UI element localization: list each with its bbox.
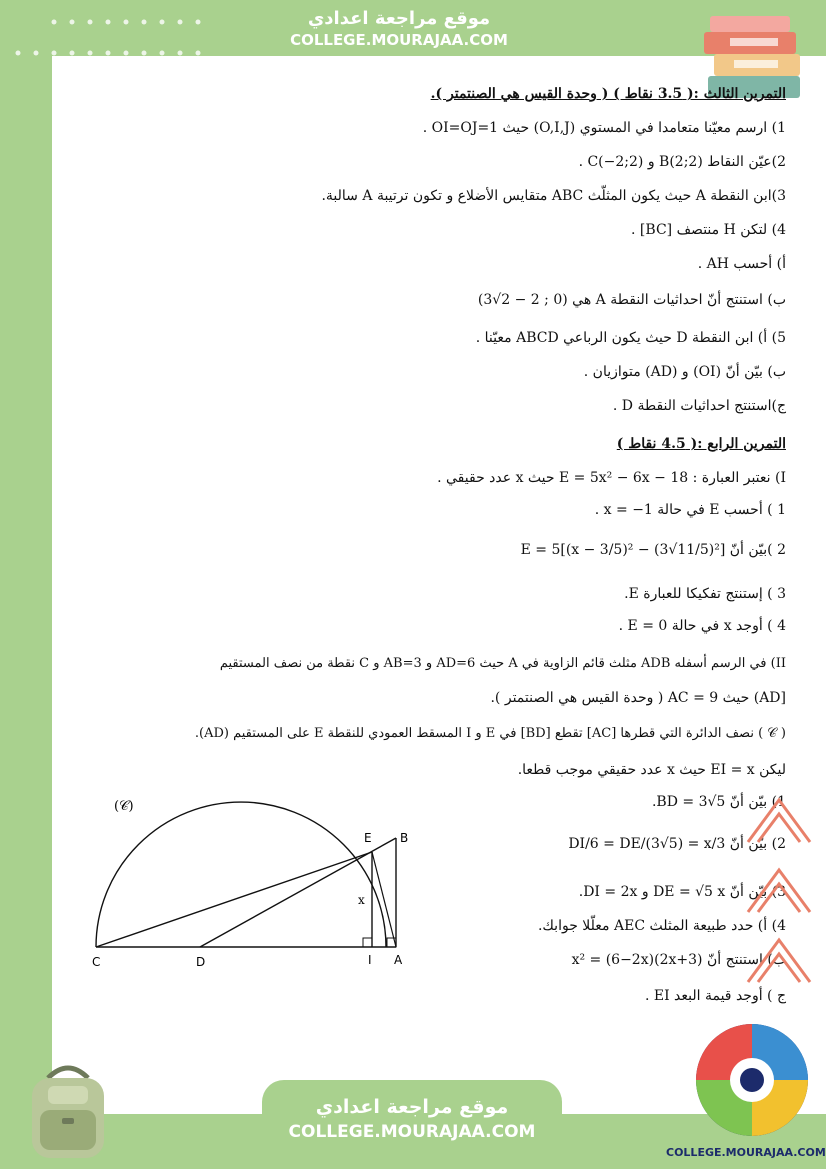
exercise3-title: التمرين الثالث :( 3.5 نقاط ) ( وحدة القيس هي الصنتمتر ). (430, 86, 786, 102)
geometry-figure (86, 792, 426, 972)
exercise3-line: 4) لتكن H منتصف [BC] . (631, 222, 786, 238)
exercise3-line: أ) أحسب AH . (697, 256, 786, 272)
exercise4-part1-line: 3 ) إستنتج تفكيكا للعبارة E. (624, 586, 786, 602)
exercise4-part2-line: II) في الرسم أسفله ADB مثلث قائم الزاوية في A حيث AD=6 و AB=3 و C نقطة من نصف المستقيم (219, 656, 786, 671)
point-label: A (394, 953, 403, 967)
exercise4-part1-line: I) نعتبر العبارة : E = 5x² − 6x − 18 حيث x عدد حقيقي . (437, 470, 786, 486)
logo-text: COLLEGE.MOURAJAA.COM (666, 1146, 826, 1159)
banner-url[interactable]: COLLEGE.MOURAJAA.COM (290, 31, 508, 49)
point-label: D (196, 955, 206, 969)
exercise4-part2-line: 4) أ) حدد طبيعة المثلث AEC معلّلا جوابك. (537, 918, 786, 934)
exercise4-part1-line: 4 ) أوجد x في حالة E = 0 . (618, 618, 786, 634)
exercise4-part2-line: ( 𝒞 ) نصف الدائرة التي قطرها [AC] تقطع [BD] في E و I المسقط العمودي للنقطة E على المستقيم (AD). (194, 726, 786, 741)
banner-arabic-title: موقع مراجعة اعدادي (315, 1096, 509, 1118)
right-angle-mark (363, 938, 372, 947)
exercise4-title: التمرين الرابع :( 4.5 نقاط ) (616, 436, 786, 452)
site-logo-icon (692, 1020, 812, 1140)
exercise4-part2-line: 1) بيّن أنّ BD = 3√5. (651, 794, 786, 810)
circle-label: (𝒞) (114, 799, 134, 814)
exercise3-line: 2)عيّن النقاط B(2;2) و C(−2;2) . (578, 154, 786, 170)
chevron-decoration-icon (744, 862, 814, 918)
segment-label: x (358, 893, 365, 907)
exercise3-line: 1) ارسم معيّنا متعامدا في المستوي (O,I,J) حيث OI=OJ=1 . (422, 120, 786, 136)
point-label: C (92, 955, 101, 969)
point-label: B (400, 831, 409, 845)
chevron-decoration-icon (744, 792, 814, 848)
exercise3-line: 5) أ) ابن النقطة D حيث يكون الرباعي ABCD معيّنا . (475, 330, 786, 346)
backpack-icon (18, 1058, 118, 1163)
banner-url[interactable]: COLLEGE.MOURAJAA.COM (288, 1122, 536, 1142)
exercise4-part2-line: ليكن EI = x حيث x عدد حقيقي موجب قطعا. (517, 762, 786, 778)
banner-arabic-title: موقع مراجعة اعدادي (307, 8, 491, 29)
exercise4-part2-line: 3) بيّن أنّ DE = √5 x و DI = 2x. (578, 884, 786, 900)
exercise4-part1-line: 2 )بيّن أنّ E = 5[(x − 3/5)² − (3√11/5)²] (520, 542, 786, 558)
segment-ce (96, 852, 372, 947)
point-label: E (364, 831, 372, 845)
top-banner[interactable] (266, 0, 532, 56)
exercise3-line: ب) بيّن أنّ (OI) و (AD) متوازيان . (583, 364, 786, 380)
exercise4-part2-line: ج ) أوجد قيمة البعد EI . (644, 988, 786, 1004)
chevron-decoration-icon (744, 932, 814, 988)
exercise3-line: 3)ابن النقطة A حيث يكون المثلّث ABC متقايس الأضلاع و تكون ترتيبة A سالبة. (321, 188, 786, 204)
exercise4-part2-line: 2) بيّن أنّ DI/6 = DE/(3√5) = x/3 (568, 836, 786, 852)
exercise3-line: ج)استنتج احداثيات النقطة D . (612, 398, 786, 414)
point-label: I (368, 953, 372, 967)
exercise4-part2-line: ب) استنتج أنّ (3+2x)(6−2x) = x² (571, 952, 786, 968)
semicircle-arc (96, 802, 386, 947)
exercise3-line: ب) استنتج أنّ احداثيات النقطة A هي (0 ; 2 − 2√3) (477, 292, 786, 308)
bottom-banner[interactable] (262, 1080, 562, 1169)
exercise4-part1-line: 1 ) أحسب E في حالة x = −1 . (594, 502, 786, 518)
segment-ea (372, 852, 396, 947)
exercise4-part2-line: [AD) حيث AC = 9 ( وحدة القيس هي الصنتمتر ). (490, 690, 786, 706)
